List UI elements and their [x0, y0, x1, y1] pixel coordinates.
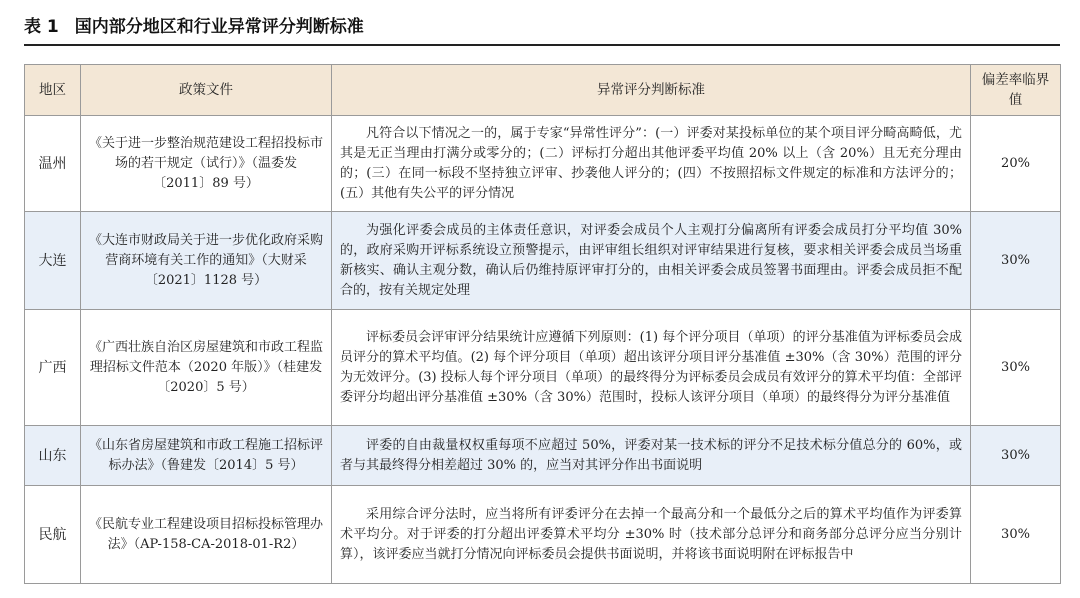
header-region: 地区 — [25, 65, 81, 116]
region-cell: 温州 — [25, 116, 81, 212]
criteria-cell: 采用综合评分法时，应当将所有评委评分在去掉一个最高分和一个最低分之后的算术平均值作为评委算术平均分。对于评委的打分超出评委算术平均分 ±30% 时（技术部分总评分和商务部分总评分应当分别计算），该评委应当就打分情况向评标委员会提供书面说明，并将该书面说明附在评标报告中 — [332, 486, 971, 584]
header-threshold: 偏差率临界值 — [971, 65, 1061, 116]
table-number: 表 1 — [24, 17, 59, 37]
region-cell: 山东 — [25, 426, 81, 486]
threshold-cell: 30% — [971, 310, 1061, 426]
policy-cell: 《大连市财政局关于进一步优化政府采购营商环境有关工作的通知》（大财采〔2021〕1128 号） — [81, 212, 332, 310]
policy-cell: 《山东省房屋建筑和市政工程施工招标评标办法》（鲁建发〔2014〕5 号） — [81, 426, 332, 486]
threshold-cell: 30% — [971, 426, 1061, 486]
threshold-cell: 20% — [971, 116, 1061, 212]
policy-cell: 《广西壮族自治区房屋建筑和市政工程监理招标文件范本（2020 年版）》（桂建发〔2020〕5 号） — [81, 310, 332, 426]
table-caption — [24, 10, 1060, 46]
criteria-cell: 评委的自由裁量权权重每项不应超过 50%，评委对某一技术标的评分不足技术标分值总分的 60%，或者与其最终得分相差超过 30% 的，应当对其评分作出书面说明 — [332, 426, 971, 486]
criteria-cell: 为强化评委会成员的主体责任意识，对评委会成员个人主观打分偏离所有评委会成员打分平均值 30% 的，政府采购开评标系统设立预警提示，由评审组长组织对评审结果进行复核，要求相关评委会成员当场重新核实、确认主观分数，确认后仍维持原评审打分的，由相关评委会成员签署书面理由。评委会成员拒不配合的，按有关规定处理 — [332, 212, 971, 310]
table-row — [25, 310, 1061, 426]
policy-cell: 《关于进一步整治规范建设工程招投标市场的若干规定（试行）》（温委发〔2011〕89 号） — [81, 116, 332, 212]
criteria-table — [24, 64, 1061, 584]
table-title: 国内部分地区和行业异常评分判断标准 — [74, 17, 364, 37]
header-criteria: 异常评分判断标准 — [332, 65, 971, 116]
region-cell: 民航 — [25, 486, 81, 584]
policy-cell: 《民航专业工程建设项目招标投标管理办法》（AP-158-CA-2018-01-R2） — [81, 486, 332, 584]
threshold-cell: 30% — [971, 212, 1061, 310]
header-row — [25, 65, 1061, 116]
region-cell: 广西 — [25, 310, 81, 426]
header-policy: 政策文件 — [81, 65, 332, 116]
table-row — [25, 116, 1061, 212]
criteria-cell: 评标委员会评审评分结果统计应遵循下列原则：(1) 每个评分项目（单项）的评分基准值为评标委员会成员评分的算术平均值。(2) 每个评分项目（单项）超出该评分项目评分基准值 ±30%（含 30%）范围的评分为无效评分。(3) 投标人每个评分项目（单项）的最终得分为评标委员会成员有效评分的算术平均值：全部评委评分均超出评分基准值 ±30%（含 30%）范围时，投标人该评分项目（单项）的最终得分为评分基准值 — [332, 310, 971, 426]
table-row — [25, 212, 1061, 310]
region-cell: 大连 — [25, 212, 81, 310]
table-row — [25, 426, 1061, 486]
threshold-cell: 30% — [971, 486, 1061, 584]
criteria-cell: 凡符合以下情况之一的，属于专家“异常性评分”：(一）评委对某投标单位的某个项目评分畸高畸低，尤其是无正当理由打满分或零分的；(二）评标打分超出其他评委平均值 20% 以上（含 20%）且无充分理由的；(三）在同一标段不坚持独立评审、抄袭他人评分的；(四）不按照招标文件规定的标准和方法评分的；(五）其他有失公平的评分情况 — [332, 116, 971, 212]
table-row — [25, 486, 1061, 584]
